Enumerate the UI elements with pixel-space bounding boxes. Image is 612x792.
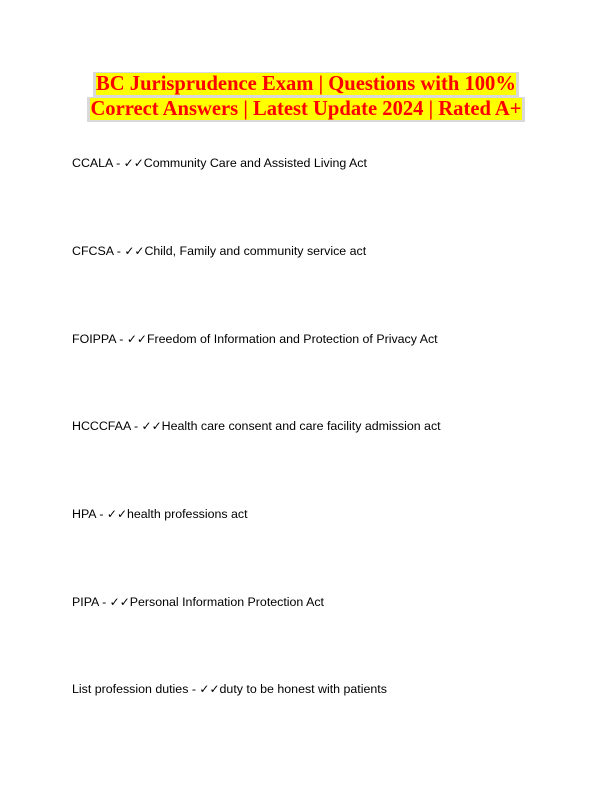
- question-text: HCCCFAA: [72, 419, 131, 433]
- qa-item-hcccfaa: [72, 418, 441, 434]
- separator: -: [112, 156, 124, 170]
- qa-item-profession-duties: [72, 681, 387, 697]
- double-check-icon: ✓✓: [141, 419, 162, 433]
- separator: -: [95, 507, 107, 521]
- qa-item-pipa: [72, 594, 324, 610]
- question-text: CCALA: [72, 156, 113, 170]
- double-check-icon: ✓✓: [199, 682, 220, 696]
- title-line-2-band: [87, 97, 524, 122]
- double-check-icon: ✓✓: [109, 595, 130, 609]
- answer-text: Community Care and Assisted Living Act: [143, 156, 367, 170]
- separator: -: [98, 595, 110, 609]
- separator: -: [188, 682, 200, 696]
- question-text: PIPA: [72, 595, 99, 609]
- qa-item-foippa: [72, 331, 438, 347]
- question-text: CFCSA: [72, 244, 114, 258]
- answer-text: Freedom of Information and Protection of Privacy Act: [146, 332, 438, 346]
- title-line-2: Correct Answers | Latest Update 2024 | Rated A+: [90, 98, 522, 120]
- answer-text: duty to be honest with patients: [219, 682, 387, 696]
- question-text: HPA: [72, 507, 96, 521]
- title-line-1: BC Jurisprudence Exam | Questions with 100%: [96, 73, 516, 95]
- double-check-icon: ✓✓: [123, 156, 144, 170]
- title-line-1-band: [93, 72, 519, 97]
- answer-text: Personal Information Protection Act: [129, 595, 324, 609]
- double-check-icon: ✓✓: [106, 507, 127, 521]
- separator: -: [130, 419, 142, 433]
- answer-text: health professions act: [127, 507, 248, 521]
- qa-item-hpa: [72, 506, 248, 522]
- answer-text: Child, Family and community service act: [144, 244, 367, 258]
- answer-text: Health care consent and care facility admission act: [161, 419, 441, 433]
- double-check-icon: ✓✓: [126, 332, 147, 346]
- double-check-icon: ✓✓: [124, 244, 145, 258]
- question-text: List profession duties: [72, 682, 189, 696]
- document-title: [70, 72, 542, 122]
- separator: -: [113, 244, 125, 258]
- qa-item-cfcsa: [72, 243, 366, 259]
- qa-item-ccala: [72, 155, 367, 171]
- question-text: FOIPPA: [72, 332, 116, 346]
- separator: -: [115, 332, 127, 346]
